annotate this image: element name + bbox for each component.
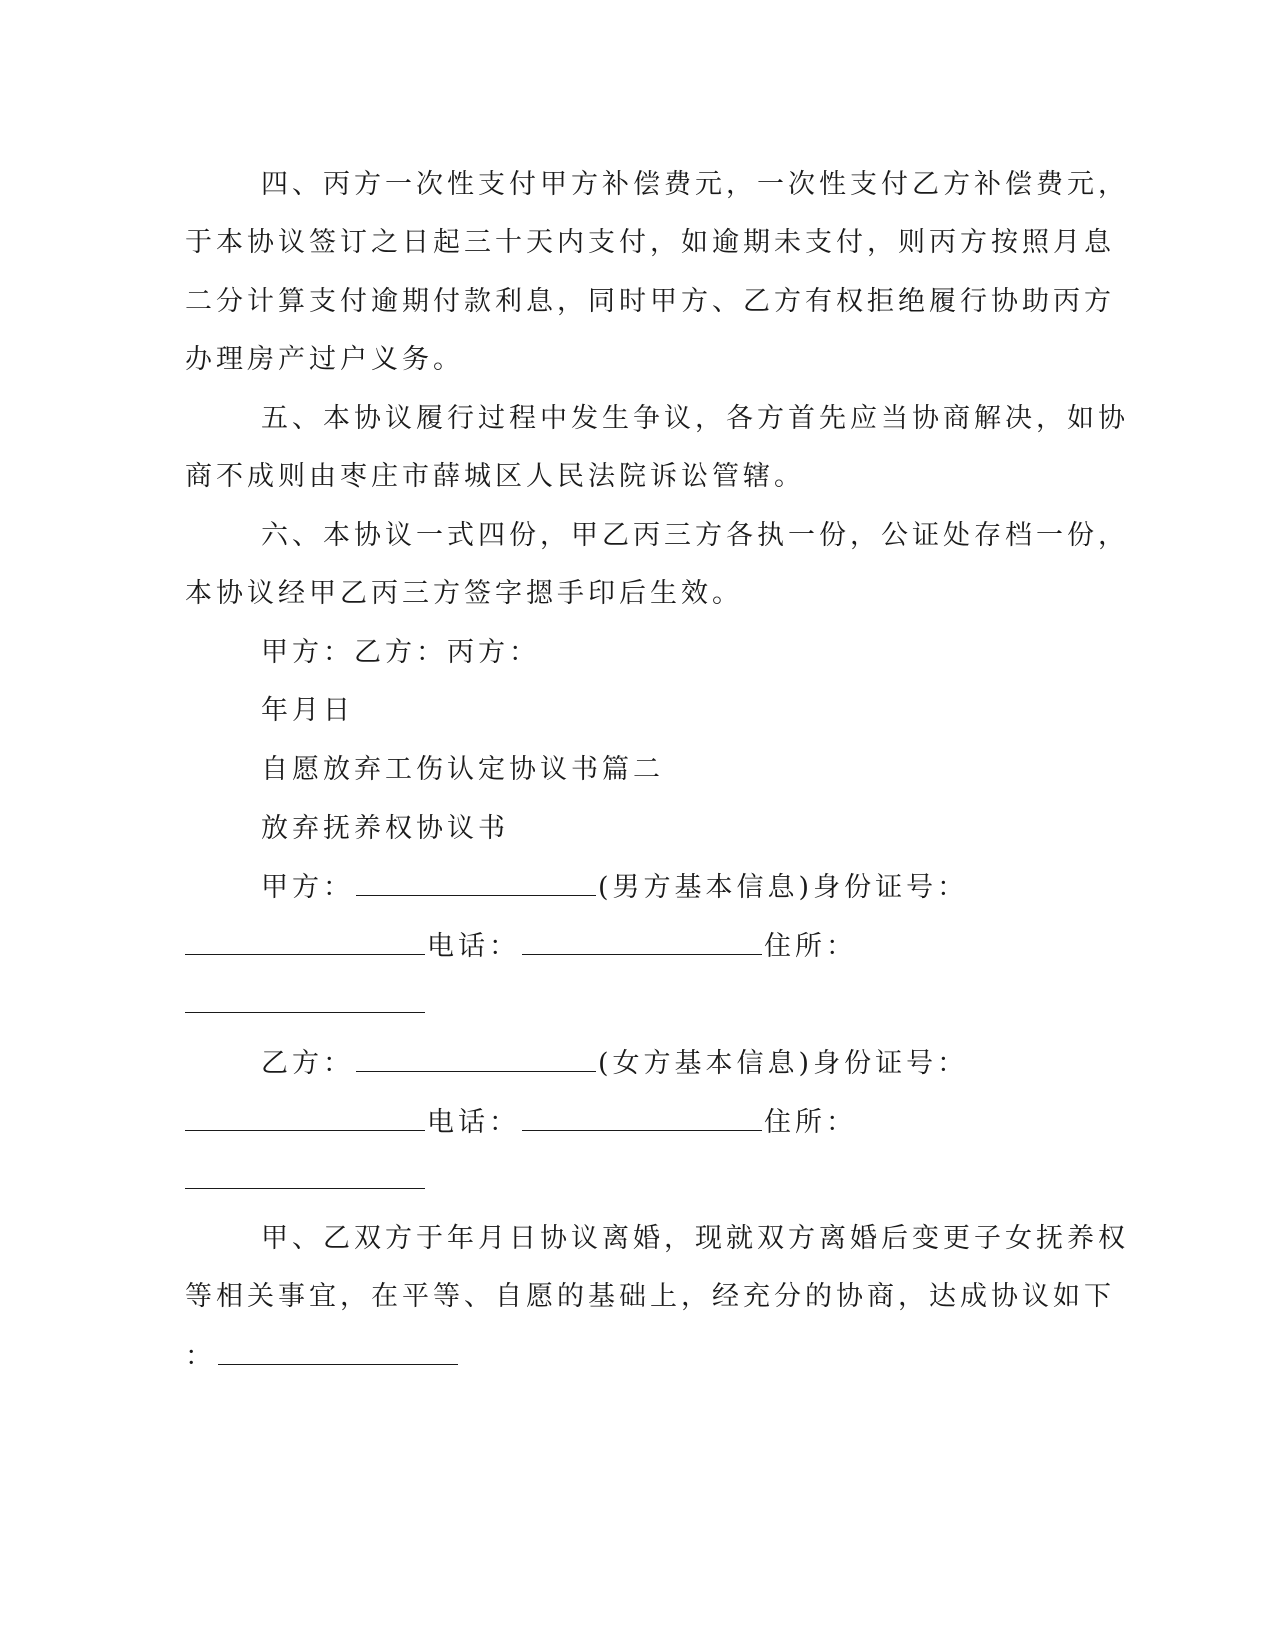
party-a-phone-blank xyxy=(522,926,762,955)
clause-4-line-4: 办理房产过户义务。 xyxy=(185,344,464,375)
party-b-name-blank xyxy=(356,1043,596,1072)
clause-5-line-1: 五、本协议履行过程中发生争议，各方首先应当协商解决，如协 xyxy=(261,403,1129,434)
party-b-label: 乙方： xyxy=(261,1048,354,1079)
party-a-address-label: 住所： xyxy=(764,931,857,962)
party-b-address-line xyxy=(185,1160,427,1201)
clause-4-line-2: 于本协议签订之日起三十天内支付，如逾期未支付，则丙方按照月息 xyxy=(185,227,1115,258)
party-a-line xyxy=(261,867,968,908)
section-title: 自愿放弃工伤认定协议书篇二 xyxy=(261,754,664,785)
party-b-address-blank xyxy=(185,1160,425,1189)
party-a-name-blank xyxy=(356,867,596,896)
party-a-address-blank xyxy=(185,984,425,1013)
party-b-id-blank xyxy=(185,1102,425,1131)
party-a-id-blank xyxy=(185,926,425,955)
clause-6-line-2: 本协议经甲乙丙三方签字摁手印后生效。 xyxy=(185,578,743,609)
party-a-phone-label: 电话： xyxy=(427,931,520,962)
intro-blank xyxy=(218,1336,458,1365)
clause-5-line-2: 商不成则由枣庄市薛城区人民法院诉讼管辖。 xyxy=(185,461,805,492)
party-a-label: 甲方： xyxy=(261,872,354,903)
signature-line: 甲方：乙方：丙方： xyxy=(261,637,540,668)
date-line: 年月日 xyxy=(261,695,354,726)
party-b-address-label: 住所： xyxy=(764,1107,857,1138)
party-b-info: (女方基本信息)身份证号： xyxy=(598,1048,969,1079)
document-title: 放弃抚养权协议书 xyxy=(261,813,509,844)
intro-line-1: 甲、乙双方于年月日协议离婚，现就双方离婚后变更子女抚养权 xyxy=(261,1223,1129,1254)
intro-line-2: 等相关事宜，在平等、自愿的基础上，经充分的协商，达成协议如下 xyxy=(185,1281,1115,1312)
intro-colon: ： xyxy=(185,1341,216,1372)
party-b-phone-label: 电话： xyxy=(427,1107,520,1138)
intro-line-3 xyxy=(185,1336,460,1377)
party-b-contact-line xyxy=(185,1102,857,1143)
party-a-info: (男方基本信息)身份证号： xyxy=(598,872,969,903)
clause-6-line-1: 六、本协议一式四份，甲乙丙三方各执一份，公证处存档一份， xyxy=(261,520,1129,551)
clause-4-line-1: 四、丙方一次性支付甲方补偿费元，一次性支付乙方补偿费元， xyxy=(261,169,1129,200)
party-a-contact-line xyxy=(185,926,857,967)
party-a-address-line xyxy=(185,984,427,1025)
party-b-line xyxy=(261,1043,968,1084)
party-b-phone-blank xyxy=(522,1102,762,1131)
clause-4-line-3: 二分计算支付逾期付款利息，同时甲方、乙方有权拒绝履行协助丙方 xyxy=(185,286,1115,317)
